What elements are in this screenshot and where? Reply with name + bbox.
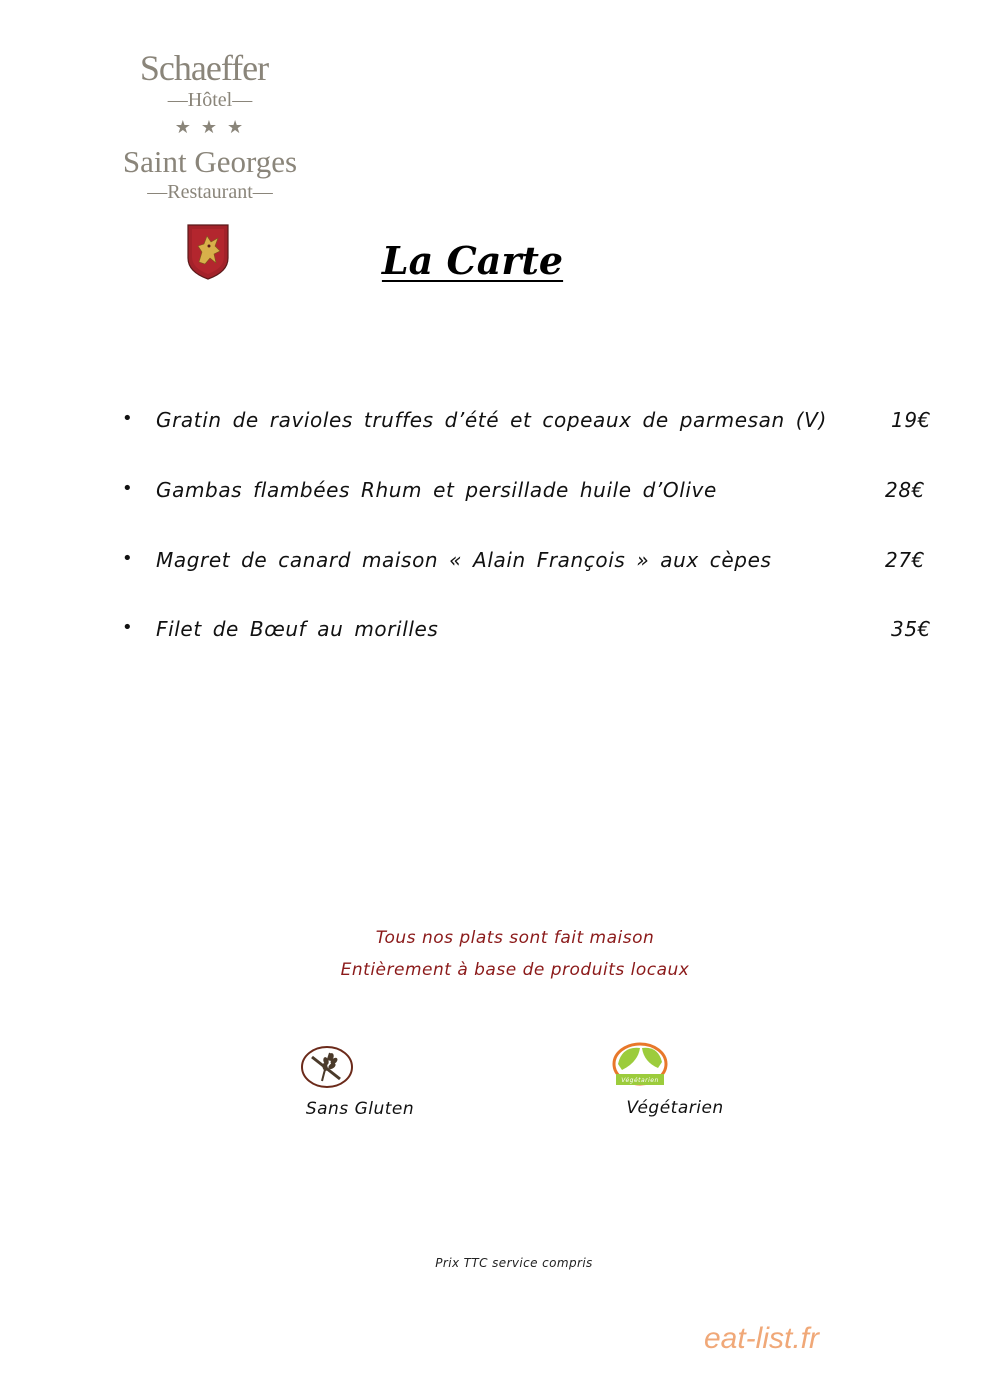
dish-name: Gambas flambées Rhum et persillade huile d’Olive bbox=[156, 478, 717, 502]
logo-restaurant: —Restaurant— bbox=[147, 181, 273, 203]
bullet-icon: • bbox=[122, 478, 134, 499]
vegetarian-badge-text: Végétarien bbox=[621, 1077, 659, 1084]
legend-gluten-free bbox=[290, 1045, 430, 1119]
note-line-1: Tous nos plats sont fait maison bbox=[375, 928, 655, 948]
tax-note: Prix TTC service compris bbox=[435, 1256, 593, 1270]
menu-item bbox=[0, 617, 989, 651]
dish-price: 27€ bbox=[885, 548, 925, 572]
dish-price: 35€ bbox=[891, 617, 931, 641]
legend-vegetarian-label: Végétarien bbox=[626, 1098, 724, 1118]
dish-price: 28€ bbox=[885, 478, 925, 502]
wheat-crossed-icon bbox=[300, 1045, 354, 1089]
menu-item bbox=[0, 478, 989, 512]
legend-gluten-free-label: Sans Gluten bbox=[305, 1099, 415, 1119]
legend-vegetarian bbox=[600, 1042, 750, 1118]
menu-item bbox=[0, 548, 989, 582]
dish-name: Magret de canard maison « Alain François » aux cèpes bbox=[156, 548, 772, 572]
leaf-icon bbox=[612, 1042, 668, 1088]
homemade-note bbox=[0, 922, 989, 986]
bullet-icon: • bbox=[122, 617, 134, 638]
menu-item bbox=[0, 408, 989, 442]
logo-name: Saint Georges bbox=[122, 144, 298, 179]
bullet-icon: • bbox=[122, 408, 134, 429]
dish-name: Gratin de ravioles truffes d’été et copeaux de parmesan (V) bbox=[156, 408, 827, 432]
watermark: eat-list.fr bbox=[703, 1322, 819, 1355]
bullet-icon: • bbox=[122, 548, 134, 569]
logo-brand: Schaeffer bbox=[139, 48, 269, 88]
logo-stars: ★★★ bbox=[174, 117, 254, 137]
page-title: La Carte bbox=[381, 238, 564, 283]
logo-hotel: —Hôtel— bbox=[167, 89, 253, 111]
note-line-2: Entièrement à base de produits locaux bbox=[340, 960, 690, 980]
dish-price: 19€ bbox=[891, 408, 931, 432]
dish-name: Filet de Bœuf au morilles bbox=[156, 617, 439, 641]
hotel-logo bbox=[100, 48, 320, 204]
